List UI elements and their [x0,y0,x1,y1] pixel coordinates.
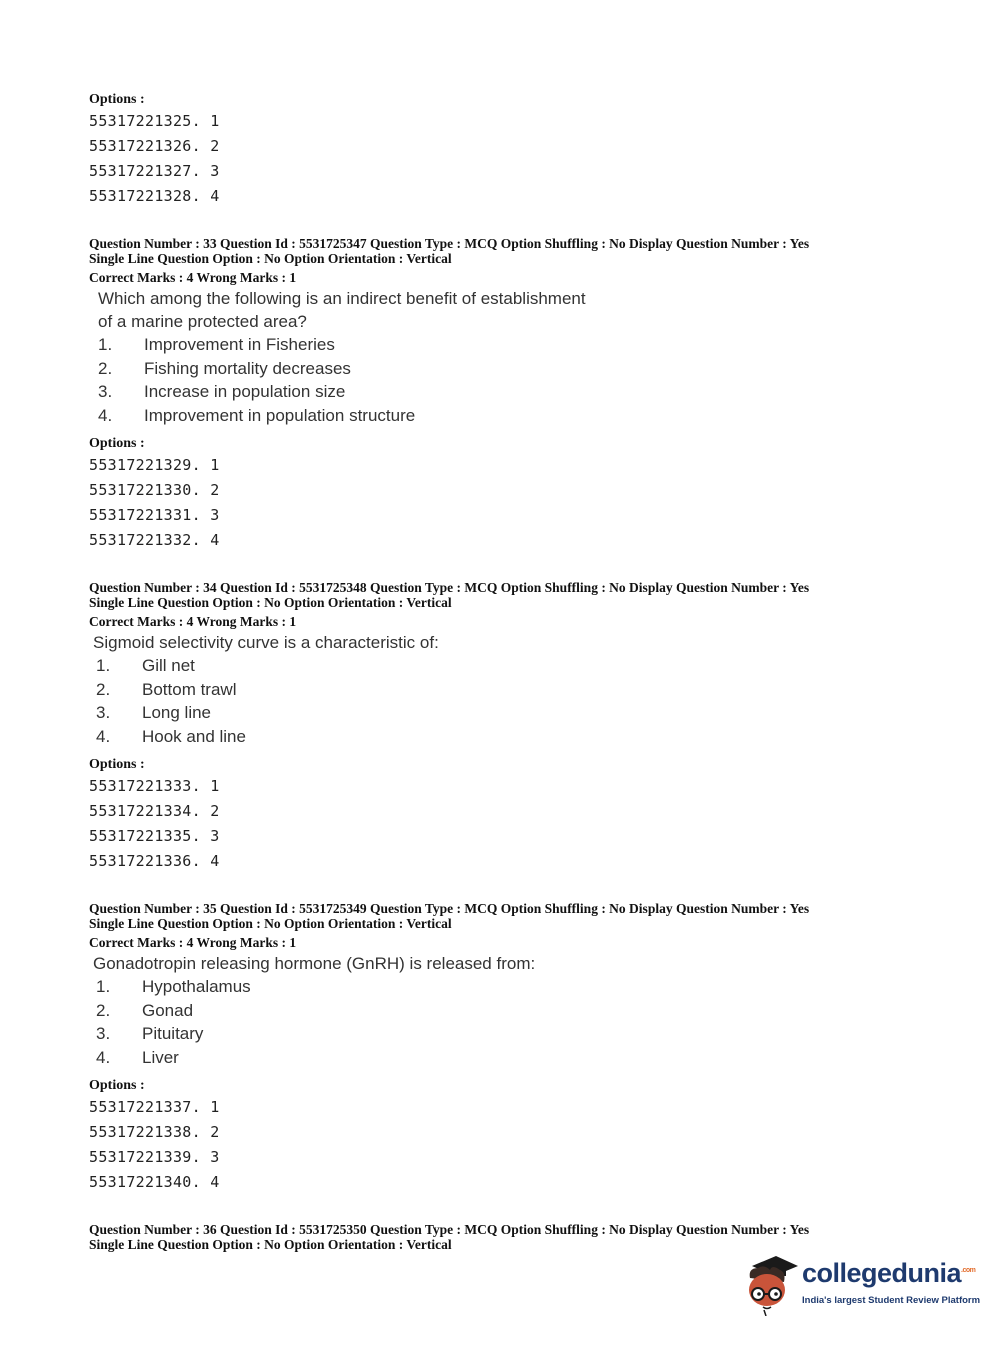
question-choice: 4. Hook and line [96,726,246,746]
options-label: Options : [89,757,145,772]
option-line: 55317221333. 1 [89,777,220,795]
option-line: 55317221337. 1 [89,1098,220,1116]
options-block-33 [89,435,909,553]
option-line: 55317221338. 2 [89,1123,220,1141]
options-block-34 [89,756,909,874]
option-line: 55317221328. 4 [89,187,220,205]
question-choice: 1. Hypothalamus [96,977,251,996]
question-choice: 1. Improvement in Fisheries [98,335,335,354]
question-meta-2: Single Line Question Option : No Option Orientation : Vertical [89,916,452,931]
question-text: of a marine protected area? [98,312,307,331]
option-line: 55317221325. 1 [89,112,220,130]
options-block-35 [89,1077,909,1195]
question-34 [89,580,909,748]
option-line: 55317221331. 3 [89,506,220,524]
question-choice: 3. Pituitary [96,1024,204,1043]
options-label: Options : [89,1078,145,1093]
question-marks: Correct Marks : 4 Wrong Marks : 1 [89,270,297,285]
question-meta: Question Number : 33 Question Id : 5531725347 Question Type : MCQ Option Shuffling : No Display Question Number : Yes [89,236,810,251]
question-meta-2: Single Line Question Option : No Option Orientation : Vertical [89,251,452,266]
option-line: 55317221329. 1 [89,456,220,474]
mascot-icon [742,1250,800,1316]
question-text: Sigmoid selectivity curve is a characteristic of: [93,633,439,652]
option-line: 55317221339. 3 [89,1148,220,1166]
question-choice: 4. Improvement in population structure [98,405,416,425]
question-choice: 1. Gill net [96,656,195,675]
logo-tagline: India's largest Student Review Platform [802,1295,981,1306]
question-36 [89,1222,909,1252]
question-choice: 4. Liver [96,1047,179,1067]
option-line: 55317221336. 4 [89,852,220,870]
question-meta: Question Number : 35 Question Id : 5531725349 Question Type : MCQ Option Shuffling : No Display Question Number : Yes [89,901,810,916]
question-meta-2: Single Line Question Option : No Option Orientation : Vertical [89,1237,452,1252]
question-33 [89,236,909,427]
question-meta-2: Single Line Question Option : No Option Orientation : Vertical [89,595,452,610]
question-text: Which among the following is an indirect benefit of establishment [98,289,586,308]
option-line: 55317221326. 2 [89,137,220,155]
options-block-prev [89,91,909,209]
question-meta: Question Number : 34 Question Id : 5531725348 Question Type : MCQ Option Shuffling : No Display Question Number : Yes [89,580,810,595]
option-line: 55317221332. 4 [89,531,220,549]
question-choice: 2. Bottom trawl [96,679,237,699]
logo-wordmark: collegedunia$^{.com}$ [802,1258,976,1288]
option-line: 55317221327. 3 [89,162,220,180]
question-choice: 2. Fishing mortality decreases [98,358,351,378]
option-line: 55317221334. 2 [89,802,220,820]
option-line: 55317221335. 3 [89,827,220,845]
question-choice: 2. Gonad [96,1000,194,1020]
question-text: Gonadotropin releasing hormone (GnRH) is released from: [93,954,536,973]
question-choice: 3. Increase in population size [98,382,346,401]
question-choice: 3. Long line [96,703,212,722]
question-35 [89,901,909,1069]
options-label: Options : [89,436,145,451]
option-line: 55317221340. 4 [89,1173,220,1191]
option-line: 55317221330. 2 [89,481,220,499]
question-marks: Correct Marks : 4 Wrong Marks : 1 [89,935,297,950]
collegedunia-logo [742,1250,981,1316]
question-meta: Question Number : 36 Question Id : 5531725350 Question Type : MCQ Option Shuffling : No Display Question Number : Yes [89,1222,810,1237]
options-label: Options : [89,92,145,107]
question-marks: Correct Marks : 4 Wrong Marks : 1 [89,614,297,629]
